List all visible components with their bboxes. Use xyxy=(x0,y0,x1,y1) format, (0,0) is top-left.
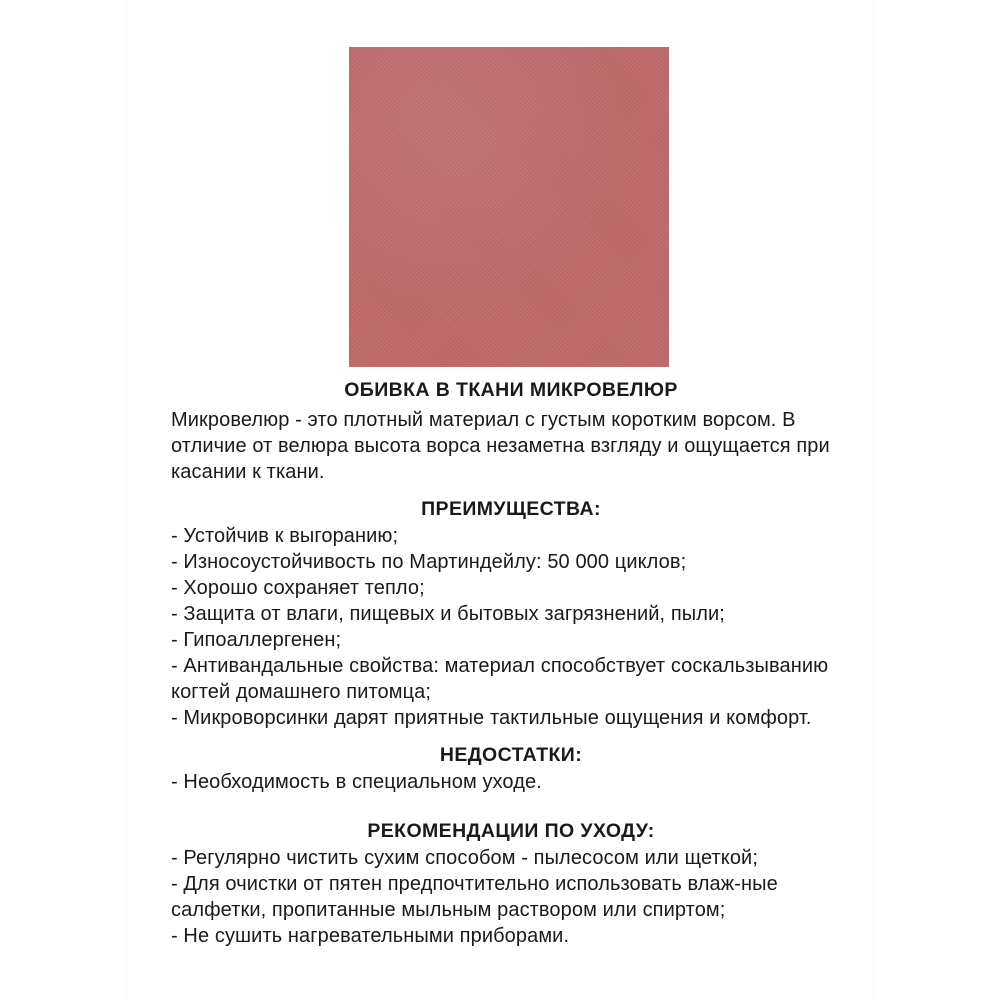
disadvantage-item: - Необходимость в специальном уходе. xyxy=(171,771,542,793)
care-item: - Для очистки от пятен предпочтительно использовать влаж-ные салфетки, пропитанные мыльным раствором или спиртом; xyxy=(171,873,778,921)
advantage-item: - Гипоаллергенен; xyxy=(171,629,342,651)
advantage-item: - Микроворсинки дарят приятные тактильные ощущения и комфорт. xyxy=(171,707,812,729)
title-heading: ОБИВКА В ТКАНИ МИКРОВЕЛЮР xyxy=(344,379,678,401)
advantages-list xyxy=(171,523,851,731)
disadvantages-list xyxy=(171,769,851,795)
advantage-item: - Антивандальные свойства: материал способствует соскальзыванию когтей домашнего питомца; xyxy=(171,655,829,703)
disadvantages-heading: НЕДОСТАТКИ: xyxy=(439,744,583,766)
care-list xyxy=(171,845,851,949)
advantage-item: - Устойчив к выгоранию; xyxy=(171,525,399,547)
advantage-item: - Хорошо сохраняет тепло; xyxy=(171,577,425,599)
advantage-item: - Защита от влаги, пищевых и бытовых загрязнений, пыли; xyxy=(171,603,725,625)
description-block xyxy=(171,376,851,949)
care-item: - Регулярно чистить сухим способом - пылесосом или щеткой; xyxy=(171,847,758,869)
care-item: - Не сушить нагревательными приборами. xyxy=(171,925,570,947)
advantage-item: - Износоустойчивость по Мартиндейлу: 50 000 циклов; xyxy=(171,551,687,573)
intro-paragraph: Микровелюр - это плотный материал с густым коротким ворсом. В отличие от велюра высота ворса незаметна взгляду и ощущается при касании к ткани. xyxy=(171,409,830,483)
care-heading: РЕКОМЕНДАЦИИ ПО УХОДУ: xyxy=(367,820,655,842)
fabric-swatch-image xyxy=(349,47,669,367)
advantages-heading: ПРЕИМУЩЕСТВА: xyxy=(421,498,601,520)
